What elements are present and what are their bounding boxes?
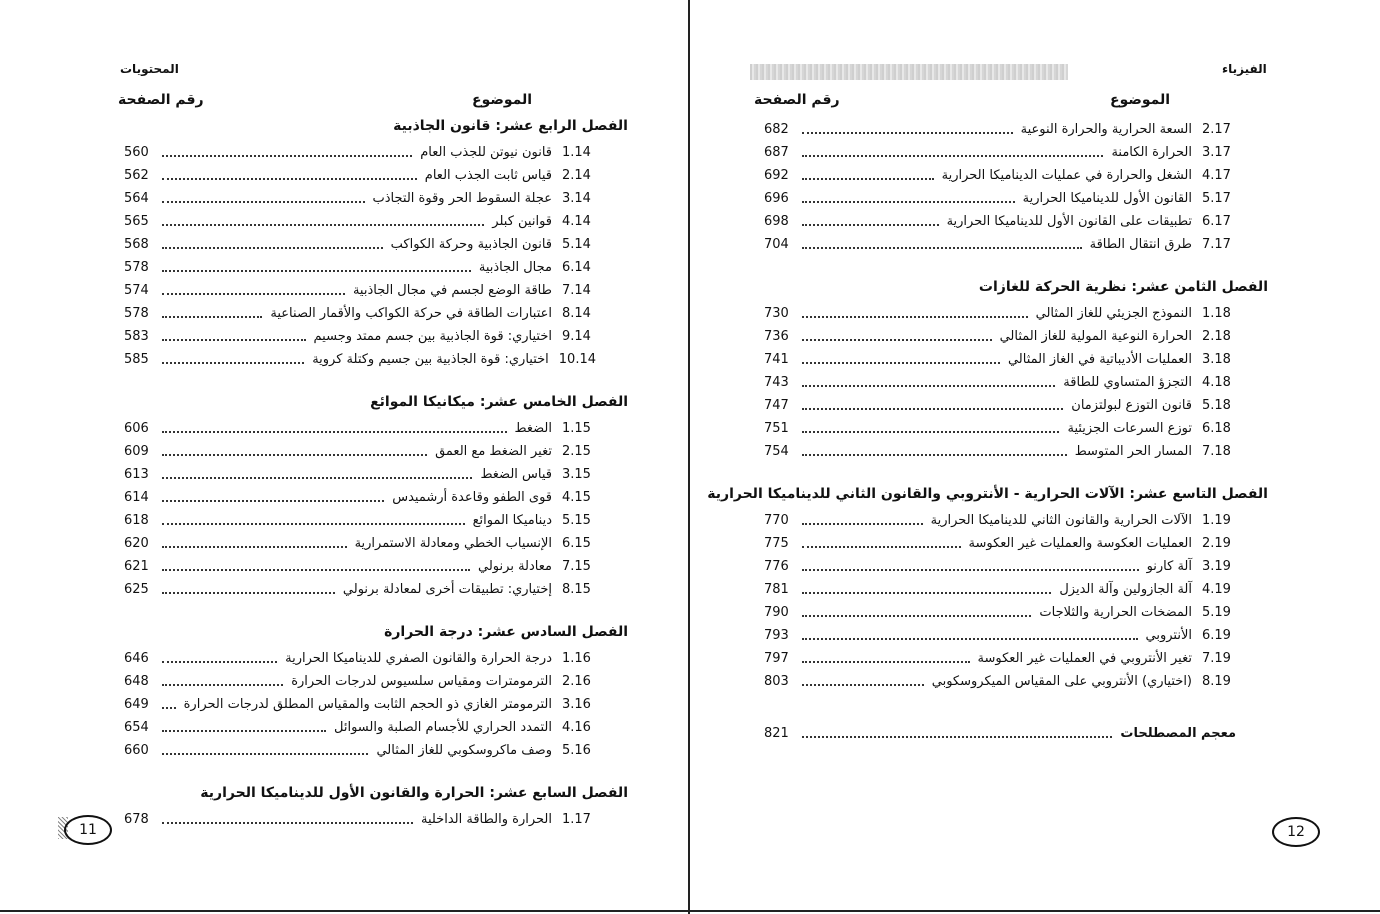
page-number: 649	[124, 697, 149, 712]
entry-text	[1000, 326, 1236, 348]
toc-entry[interactable]	[124, 303, 596, 325]
dot-leader	[162, 362, 304, 364]
toc-entry[interactable]	[764, 188, 1236, 210]
entry-text	[392, 487, 596, 509]
toc-entry[interactable]	[764, 165, 1236, 187]
entry-text	[479, 257, 596, 279]
page-number-badge: 12	[1272, 817, 1320, 847]
section-number: 4.16	[562, 720, 591, 735]
page-column-header: رقم الصفحة	[118, 92, 204, 108]
running-head: المحتويات	[120, 62, 179, 76]
page-number: 747	[764, 398, 789, 413]
entry-text	[391, 234, 596, 256]
toc-entry[interactable]	[124, 188, 596, 210]
section-title: المسار الحر المتوسط	[1074, 444, 1192, 459]
entry-text	[1023, 188, 1236, 210]
page-number: 775	[764, 536, 789, 551]
page-number: 583	[124, 329, 149, 344]
section-number: 3.19	[1202, 559, 1231, 574]
toc-entry[interactable]	[124, 234, 596, 256]
page-number: 614	[124, 490, 149, 505]
page-number: 620	[124, 536, 149, 551]
toc-entry[interactable]	[124, 579, 596, 601]
section-number: 5.14	[562, 237, 591, 252]
dot-leader	[802, 316, 1028, 318]
section-title: ديناميكا الموائع	[472, 513, 552, 528]
chapter-title[interactable]: الفصل الثامن عشر: نظرية الحركة للغازات	[978, 279, 1268, 295]
section-number: 2.18	[1202, 329, 1231, 344]
page-column-header: رقم الصفحة	[754, 92, 840, 108]
section-number: 7.18	[1202, 444, 1231, 459]
toc-entry[interactable]	[124, 165, 596, 187]
dot-leader	[802, 454, 1067, 456]
section-title: العمليات الأديباتية في الغاز المثالي	[1007, 352, 1192, 367]
entry-text	[1111, 142, 1236, 164]
page-number: 696	[764, 191, 789, 206]
section-title: آلة الجازولين وآلة الديزل	[1059, 582, 1192, 597]
toc-entry[interactable]	[764, 395, 1236, 417]
section-title: التجزؤ المتساوي للطاقة	[1063, 375, 1192, 390]
section-title: معادلة برنولي	[478, 559, 552, 574]
toc-entry[interactable]	[124, 717, 596, 739]
page-number: 654	[124, 720, 149, 735]
left-page	[0, 0, 688, 914]
dot-leader	[802, 132, 1013, 134]
section-title: طرق انتقال الطاقة	[1089, 237, 1192, 252]
dot-leader	[162, 822, 413, 824]
toc-entry[interactable]	[764, 625, 1236, 647]
section-number: 7.15	[562, 559, 591, 574]
section-number: 5.17	[1202, 191, 1231, 206]
dot-leader	[802, 592, 1051, 594]
page-number: 793	[764, 628, 789, 643]
dot-leader	[162, 730, 326, 732]
dot-leader	[802, 736, 1112, 738]
page-number: 770	[764, 513, 789, 528]
dot-leader	[162, 569, 470, 571]
entry-text	[1021, 119, 1236, 141]
toc-entry[interactable]	[764, 533, 1236, 555]
chapter-title[interactable]: الفصل السادس عشر: درجة الحرارة	[384, 624, 628, 640]
dot-leader	[802, 247, 1082, 249]
toc-entry[interactable]	[764, 418, 1236, 440]
toc-entry[interactable]	[124, 211, 596, 233]
page-number: 578	[124, 260, 149, 275]
entry-text	[1071, 395, 1236, 417]
section-number: 6.19	[1202, 628, 1231, 643]
page-number: 682	[764, 122, 789, 137]
page-number: 660	[124, 743, 149, 758]
glossary-title: معجم المصطلحات	[1120, 726, 1236, 741]
section-title: الضغط	[514, 421, 552, 436]
chapter-title[interactable]: الفصل التاسع عشر: الآلات الحرارية - الأنتروبي والقانون الثاني للديناميكا الحرارية	[707, 486, 1268, 502]
dot-leader	[162, 454, 427, 456]
glossary-row[interactable]	[764, 723, 1236, 745]
dot-leader	[162, 477, 472, 479]
section-number: 6.15	[562, 536, 591, 551]
dot-leader	[802, 569, 1139, 571]
page-number: 781	[764, 582, 789, 597]
page-number: 698	[764, 214, 789, 229]
chapter-title[interactable]: الفصل الرابع عشر: قانون الجاذبية	[393, 118, 628, 134]
section-number: 1.18	[1202, 306, 1231, 321]
section-title: الترمومتر الغازي ذو الحجم الثابت والمقياس المطلق لدرجات الحرارة	[183, 697, 552, 712]
dot-leader	[802, 339, 992, 341]
dot-leader	[162, 753, 368, 755]
section-number: 4.17	[1202, 168, 1231, 183]
page-number: 618	[124, 513, 149, 528]
dot-leader	[162, 316, 262, 318]
toc-entry[interactable]	[764, 349, 1236, 371]
section-number: 1.16	[562, 651, 591, 666]
page-number: 606	[124, 421, 149, 436]
entry-text	[1147, 556, 1236, 578]
scan-artifact	[750, 64, 1068, 80]
toc-entry[interactable]	[124, 694, 596, 716]
section-number: 4.19	[1202, 582, 1231, 597]
toc-entry[interactable]	[764, 372, 1236, 394]
section-number: 4.18	[1202, 375, 1231, 390]
entry-text	[353, 280, 596, 302]
page-number: 625	[124, 582, 149, 597]
section-title: قياس الضغط	[480, 467, 552, 482]
page-number: 568	[124, 237, 149, 252]
section-title: طاقة الوضع لجسم في مجال الجاذبية	[352, 283, 552, 298]
toc-entry[interactable]	[124, 740, 596, 762]
entry-text	[1008, 349, 1236, 371]
section-title: قياس ثابت الجذب العام	[424, 168, 552, 183]
toc-entry[interactable]	[124, 142, 596, 164]
section-number: 3.18	[1202, 352, 1231, 367]
toc-entry[interactable]	[764, 234, 1236, 256]
section-title: اختياري: قوة الجاذبية بين جسيم وكتلة كروية	[312, 352, 549, 367]
entry-text	[931, 510, 1236, 532]
page-number: 565	[124, 214, 149, 229]
entry-text	[947, 211, 1236, 233]
dot-leader	[162, 500, 384, 502]
section-number: 2.15	[562, 444, 591, 459]
entry-text	[285, 648, 596, 670]
entry-text	[1039, 602, 1236, 624]
section-number: 2.17	[1202, 122, 1231, 137]
section-number: 7.17	[1202, 237, 1231, 252]
toc-entry[interactable]	[124, 326, 596, 348]
section-title: القانون الأول للديناميكا الحرارية	[1022, 191, 1192, 206]
entry-text	[355, 533, 596, 555]
section-number: 5.18	[1202, 398, 1231, 413]
toc-entry[interactable]	[124, 556, 596, 578]
entry-text	[373, 188, 596, 210]
section-title: قوى الطفو وقاعدة أرشميدس	[392, 490, 552, 505]
dot-leader	[802, 201, 1015, 203]
toc-entry[interactable]	[124, 533, 596, 555]
entry-text	[1075, 441, 1236, 463]
page-number: 741	[764, 352, 789, 367]
entry-text	[932, 671, 1236, 693]
dot-leader	[802, 661, 970, 663]
page-number: 562	[124, 168, 149, 183]
toc-entry[interactable]	[124, 441, 596, 463]
section-number: 1.19	[1202, 513, 1231, 528]
toc-entry[interactable]	[764, 579, 1236, 601]
dot-leader	[802, 224, 939, 226]
section-number: 1.14	[562, 145, 591, 160]
toc-entry[interactable]	[124, 671, 596, 693]
dot-leader	[162, 201, 365, 203]
toc-entry[interactable]	[124, 809, 596, 831]
section-number: 3.14	[562, 191, 591, 206]
entry-text	[343, 579, 596, 601]
toc-entry[interactable]	[764, 602, 1236, 624]
dot-leader	[162, 224, 484, 226]
section-number: 4.14	[562, 214, 591, 229]
toc-entry[interactable]	[124, 464, 596, 486]
page-number: 646	[124, 651, 149, 666]
section-title: قانون نيوتن للجذب العام	[420, 145, 552, 160]
entry-text	[314, 326, 596, 348]
section-number: 2.16	[562, 674, 591, 689]
section-number: 6.18	[1202, 421, 1231, 436]
toc-entry[interactable]	[124, 510, 596, 532]
entry-text	[1063, 372, 1236, 394]
section-title: قانون الجاذبية وحركة الكواكب	[390, 237, 552, 252]
toc-entry[interactable]	[764, 556, 1236, 578]
entry-text	[425, 165, 596, 187]
dot-leader	[162, 339, 306, 341]
toc-entry[interactable]	[764, 510, 1236, 532]
section-number: 3.15	[562, 467, 591, 482]
dot-leader	[802, 178, 934, 180]
section-title: الأنتروبي	[1145, 628, 1192, 643]
section-title: قانون التوزع لبولتزمان	[1071, 398, 1192, 413]
dot-leader	[162, 523, 465, 525]
section-number: 9.14	[562, 329, 591, 344]
running-head: الفيزياء	[1222, 62, 1267, 76]
entry-text	[1059, 579, 1236, 601]
section-title: الترمومترات ومقياس سلسيوس لدرجات الحرارة	[291, 674, 552, 689]
toc-entry[interactable]	[764, 671, 1236, 693]
section-title: آلة كارنو	[1146, 559, 1192, 574]
dot-leader	[802, 615, 1031, 617]
page-number: 790	[764, 605, 789, 620]
section-number: 6.17	[1202, 214, 1231, 229]
topic-column-header: الموضوع	[472, 92, 533, 108]
section-number: 7.19	[1202, 651, 1231, 666]
dot-leader	[162, 684, 283, 686]
page-number: 751	[764, 421, 789, 436]
page-number: 585	[124, 352, 149, 367]
section-title: الحرارة النوعية المولية للغاز المثالي	[999, 329, 1192, 344]
page-number: 564	[124, 191, 149, 206]
entry-text	[480, 464, 596, 486]
toc-entry[interactable]	[124, 349, 596, 371]
dot-leader	[162, 155, 412, 157]
entry-text	[1146, 625, 1236, 647]
section-number: 1.17	[562, 812, 591, 827]
section-title: العمليات العكوسة والعمليات غير العكوسة	[968, 536, 1192, 551]
section-title: الإنسياب الخطي ومعادلة الاستمرارية	[354, 536, 552, 551]
page-number: 574	[124, 283, 149, 298]
section-number: 2.19	[1202, 536, 1231, 551]
topic-column-header: الموضوع	[1110, 92, 1171, 108]
section-title: عجلة السقوط الحر وقوة التجاذب	[372, 191, 552, 206]
toc-entry[interactable]	[124, 648, 596, 670]
divider	[690, 910, 1380, 912]
entry-text	[376, 740, 596, 762]
section-title: (اختياري) الأنتروبي على المقياس الميكروسكوبي	[931, 674, 1192, 689]
section-title: قوانين كبلر	[492, 214, 552, 229]
toc-entry[interactable]	[124, 418, 596, 440]
entry-text	[1067, 418, 1236, 440]
section-title: تغير الأنتروبي في العمليات غير العكوسة	[977, 651, 1192, 666]
section-title: تغير الضغط مع العمق	[435, 444, 552, 459]
page-number: 821	[764, 726, 789, 741]
section-number: 4.15	[562, 490, 591, 505]
section-title: الحرارة والطاقة الداخلية	[420, 812, 552, 827]
dot-leader	[802, 385, 1055, 387]
page-number: 648	[124, 674, 149, 689]
dot-leader	[162, 592, 335, 594]
section-title: المضخات الحرارية والثلاجات	[1039, 605, 1192, 620]
section-number: 2.14	[562, 168, 591, 183]
section-title: النموذج الجزيئي للغاز المثالي	[1035, 306, 1192, 321]
entry-text	[969, 533, 1236, 555]
section-title: درجة الحرارة والقانون الصفري للديناميكا الحرارية	[285, 651, 552, 666]
page-number: 743	[764, 375, 789, 390]
page-number: 613	[124, 467, 149, 482]
toc-entry[interactable]	[764, 303, 1236, 325]
entry-text	[420, 142, 596, 164]
entry-text	[492, 211, 596, 233]
dot-leader	[162, 546, 347, 548]
toc-entry[interactable]	[124, 487, 596, 509]
toc-entry[interactable]	[124, 257, 596, 279]
page-number: 560	[124, 145, 149, 160]
section-number: 10.14	[558, 352, 596, 367]
entry-text	[1090, 234, 1236, 256]
page-number: 803	[764, 674, 789, 689]
section-title: مجال الجاذبية	[478, 260, 552, 275]
dot-leader	[162, 293, 345, 295]
page-number: 736	[764, 329, 789, 344]
dot-leader	[802, 431, 1059, 433]
section-number: 1.15	[562, 421, 591, 436]
dot-leader	[162, 270, 471, 272]
section-number: 5.16	[562, 743, 591, 758]
section-number: 7.14	[562, 283, 591, 298]
entry-text	[978, 648, 1236, 670]
dot-leader	[802, 362, 1000, 364]
entry-text	[312, 349, 596, 371]
section-title: التمدد الحراري للأجسام الصلبة والسوائل	[334, 720, 552, 735]
section-number: 8.15	[562, 582, 591, 597]
section-title: اختياري: قوة الجاذبية بين جسم ممتد وجسيم	[313, 329, 552, 344]
toc-entry[interactable]	[764, 211, 1236, 233]
page-number: 609	[124, 444, 149, 459]
entry-text	[421, 809, 596, 831]
divider	[0, 910, 688, 912]
section-number: 5.19	[1202, 605, 1231, 620]
dot-leader	[802, 155, 1103, 157]
section-title: الحرارة الكامنة	[1111, 145, 1192, 160]
page-number: 754	[764, 444, 789, 459]
section-number: 5.15	[562, 513, 591, 528]
entry-text	[291, 671, 596, 693]
page-number: 678	[124, 812, 149, 827]
dot-leader	[162, 431, 507, 433]
toc-entry[interactable]	[764, 326, 1236, 348]
dot-leader	[802, 546, 961, 548]
section-title: الآلات الحرارية والقانون الثاني للديناميكا الحرارية	[930, 513, 1192, 528]
entry-text	[270, 303, 596, 325]
toc-entry[interactable]	[764, 441, 1236, 463]
entry-text	[184, 694, 596, 716]
section-title: الشغل والحرارة في عمليات الديناميكا الحرارية	[941, 168, 1192, 183]
chapter-title[interactable]: الفصل السابع عشر: الحرارة والقانون الأول للديناميكا الحرارية	[200, 785, 628, 801]
right-page	[690, 0, 1380, 914]
toc-entry[interactable]	[764, 142, 1236, 164]
page-number: 578	[124, 306, 149, 321]
page-number: 687	[764, 145, 789, 160]
page-number: 730	[764, 306, 789, 321]
toc-entry[interactable]	[764, 119, 1236, 141]
section-title: وصف ماكروسكوبي للغاز المثالي	[376, 743, 552, 758]
section-number: 8.19	[1202, 674, 1231, 689]
section-number: 8.14	[562, 306, 591, 321]
entry-text	[515, 418, 596, 440]
section-number: 6.14	[562, 260, 591, 275]
page-number-badge: 11	[64, 815, 112, 845]
entry-text	[334, 717, 596, 739]
section-title: اعتبارات الطاقة في حركة الكواكب والأقمار الصناعية	[270, 306, 552, 321]
dot-leader	[802, 523, 923, 525]
section-number: 3.17	[1202, 145, 1231, 160]
dot-leader	[162, 661, 277, 663]
section-number: 3.16	[562, 697, 591, 712]
dot-leader	[802, 684, 924, 686]
page-number: 621	[124, 559, 149, 574]
dot-leader	[802, 408, 1063, 410]
entry-text	[478, 556, 596, 578]
dot-leader	[802, 638, 1138, 640]
page-number: 797	[764, 651, 789, 666]
dot-leader	[162, 247, 383, 249]
page-number: 704	[764, 237, 789, 252]
entry-text	[473, 510, 596, 532]
page-number: 776	[764, 559, 789, 574]
entry-text	[942, 165, 1236, 187]
toc-entry[interactable]	[124, 280, 596, 302]
toc-entry[interactable]	[764, 648, 1236, 670]
dot-leader	[162, 178, 417, 180]
section-title: توزع السرعات الجزيئية	[1067, 421, 1192, 436]
section-title: تطبيقات على القانون الأول للديناميكا الحرارية	[946, 214, 1192, 229]
dot-leader	[162, 707, 176, 709]
section-title: السعة الحرارية والحرارة النوعية	[1020, 122, 1192, 137]
page-number: 692	[764, 168, 789, 183]
entry-text	[1036, 303, 1236, 325]
section-title: إختياري: تطبيقات أخرى لمعادلة برنولي	[342, 582, 552, 597]
chapter-title[interactable]: الفصل الخامس عشر: ميكانيكا الموائع	[370, 394, 628, 410]
entry-text	[435, 441, 596, 463]
